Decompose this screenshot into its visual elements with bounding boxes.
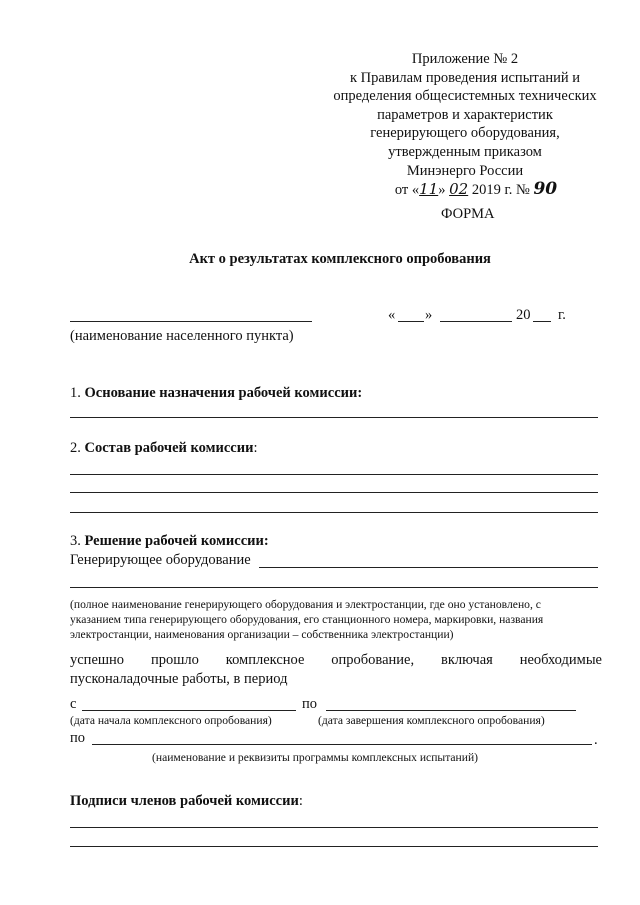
handwritten-day: 11 [419, 180, 439, 199]
start-date-blank [82, 710, 296, 711]
annex-line: генерирующего оборудования, [370, 125, 560, 142]
annex-date-mid: » [438, 182, 450, 199]
section-2-number: 2. [70, 440, 85, 456]
section-3-number: 3. [70, 533, 85, 549]
annex-line: к Правилам проведения испытаний и [349, 69, 581, 86]
document-title: Акт о результатах комплексного опробования [189, 251, 491, 267]
annex-line: утвержденным приказом [388, 143, 542, 160]
annex-date-year: 2019 г. № [468, 182, 534, 199]
end-date-blank [326, 710, 576, 711]
annex-block [320, 50, 610, 200]
date-month-blank [440, 321, 512, 322]
passed-word: необходимые [519, 652, 602, 668]
passed-sentence-line-2: пусконаладочные работы, в период [70, 671, 288, 687]
annex-date-prefix: от « [394, 182, 420, 199]
signature-blank-line [70, 846, 598, 847]
place-caption: (наименование населенного пункта) [70, 328, 294, 344]
annex-line: параметров и характеристик [377, 106, 553, 123]
date-close-quote: » [425, 307, 433, 323]
passed-word: успешно [70, 652, 125, 668]
section-2-title: Состав рабочей комиссии [84, 440, 254, 456]
passed-word: включая [441, 652, 493, 668]
section-3-title: Решение рабочей комиссии: [84, 533, 269, 549]
handwritten-order-number: 90 [533, 179, 558, 200]
start-date-caption: (дата начала комплексного опробования) [70, 714, 272, 727]
place-blank-line [70, 321, 312, 322]
annex-line: Минэнерго России [406, 162, 524, 179]
passed-word: прошло [150, 652, 199, 668]
section-1-heading [70, 385, 362, 402]
by-label: по [70, 730, 86, 746]
from-label: с [70, 696, 77, 712]
passed-word: комплексное [225, 652, 305, 668]
annex-line: Приложение № 2 [411, 51, 519, 67]
date-year-prefix: 20 [516, 307, 531, 323]
section-2-blank-line [70, 492, 598, 493]
annex-date-line [342, 180, 610, 200]
equipment-note: (полное наименование генерирующего оборудования и электростанции, где оно установлено, с [70, 598, 541, 611]
date-open-quote: « [388, 307, 396, 323]
program-blank [92, 744, 592, 745]
section-1-title: Основание назначения рабочей комиссии: [84, 385, 363, 401]
section-2-colon: : [253, 440, 258, 456]
section-2-heading [70, 440, 257, 457]
section-1-number: 1. [70, 385, 85, 401]
handwritten-month: 02 [449, 180, 469, 199]
form-label: ФОРМА [441, 206, 495, 222]
equipment-label: Генерирующее оборудование [70, 552, 251, 568]
annex-line: определения общесистемных технических [333, 88, 597, 105]
program-period: . [594, 732, 598, 748]
equipment-blank-line [259, 567, 598, 568]
signatures-title: Подписи членов рабочей комиссии [70, 793, 299, 809]
date-year-suffix: г. [558, 307, 566, 323]
section-2-blank-line [70, 512, 598, 513]
end-date-caption: (дата завершения комплексного опробования) [318, 714, 545, 727]
equipment-note: указанием типа генерирующего оборудования, его станционного номера, маркировки, названия [70, 613, 544, 626]
section-2-blank-line [70, 474, 598, 475]
signatures-colon: : [298, 793, 303, 809]
section-1-blank-line [70, 417, 598, 418]
section-3-heading [70, 533, 269, 550]
passed-sentence-line [70, 652, 602, 669]
date-day-blank [398, 321, 424, 322]
to-label: по [302, 696, 318, 712]
equipment-blank-line [70, 587, 598, 588]
signature-blank-line [70, 827, 598, 828]
signatures-heading [70, 793, 303, 810]
equipment-note: электростанции, наименования организации – собственника электростанции) [70, 628, 454, 641]
program-caption: (наименование и реквизиты программы комплексных испытаний) [152, 751, 479, 764]
date-year-blank [533, 321, 551, 322]
passed-word: опробование, [331, 652, 415, 668]
